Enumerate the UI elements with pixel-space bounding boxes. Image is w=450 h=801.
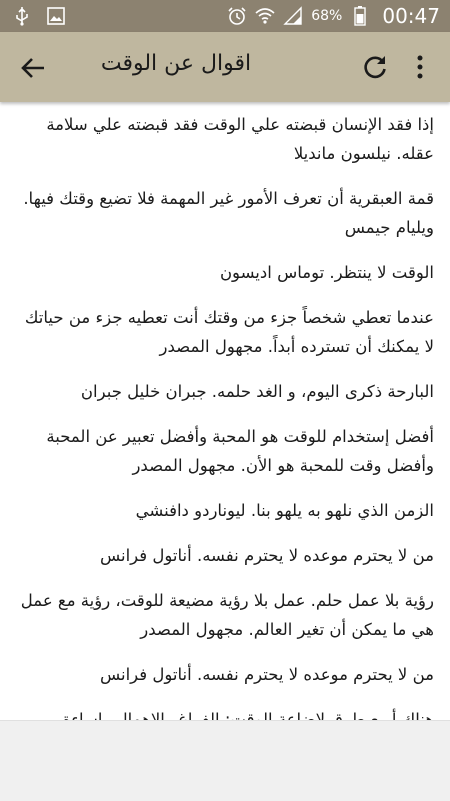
page-title: اقوال عن الوقت [100, 51, 252, 76]
arrow-back-icon [18, 52, 50, 84]
overflow-menu-button[interactable] [408, 52, 432, 82]
quote-item: إذا فقد الإنسان قبضته علي الوقت فقد قبضته علي سلامة عقله. نيلسون مانديلا [46, 115, 434, 163]
app-toolbar [0, 32, 450, 102]
quote-item: البارحة ذكرى اليوم، و الغد حلمه. جبران خليل جبران [80, 382, 434, 401]
quote-item: الوقت لا ينتظر. توماس اديسون [219, 263, 434, 282]
quotes-list[interactable] [0, 102, 450, 720]
back-button[interactable] [18, 52, 50, 84]
quote-item: أفضل إستخدام للوقت هو المحبة وأفضل تعبير عن المحبة وأفضل وقت للمحبة هو الأن. مجهول المصدر [46, 427, 434, 475]
image-icon [46, 6, 66, 26]
wifi-icon [255, 6, 275, 26]
battery-icon [350, 6, 370, 26]
more-vert-icon [408, 52, 432, 82]
bottom-blank-area [0, 720, 450, 801]
signal-icon [283, 6, 303, 26]
quote-item: رؤية بلا عمل حلم. عمل بلا رؤية مضيعة للوقت، رؤية مع عمل هي ما يمكن أن تغير العالم. مجهول المصدر [20, 591, 434, 639]
usb-icon [12, 6, 32, 26]
alarm-icon [227, 6, 247, 26]
clock: 00:47 [382, 4, 440, 28]
refresh-button[interactable] [360, 52, 390, 82]
quote-item: الزمن الذي نلهو به يلهو بنا. ليوناردو دافنشي [135, 501, 434, 520]
refresh-icon [360, 52, 390, 82]
quote-item: من لا يحترم موعده لا يحترم نفسه. أناتول فرانس [99, 665, 434, 684]
quote-item: قمة العبقرية أن تعرف الأمور غير المهمة فلا تضيع وقتك فيها. ويليام جيمس [23, 189, 434, 237]
status-bar [0, 0, 450, 32]
battery-percent: 68% [311, 8, 343, 24]
quote-item: عندما تعطي شخصاً جزء من وقتك أنت تعطيه جزء من حياتك لا يمكنك أن تسترده أبداً. مجهول المصدر [24, 308, 434, 356]
quote-item: من لا يحترم موعده لا يحترم نفسه. أناتول فرانس [99, 546, 434, 565]
